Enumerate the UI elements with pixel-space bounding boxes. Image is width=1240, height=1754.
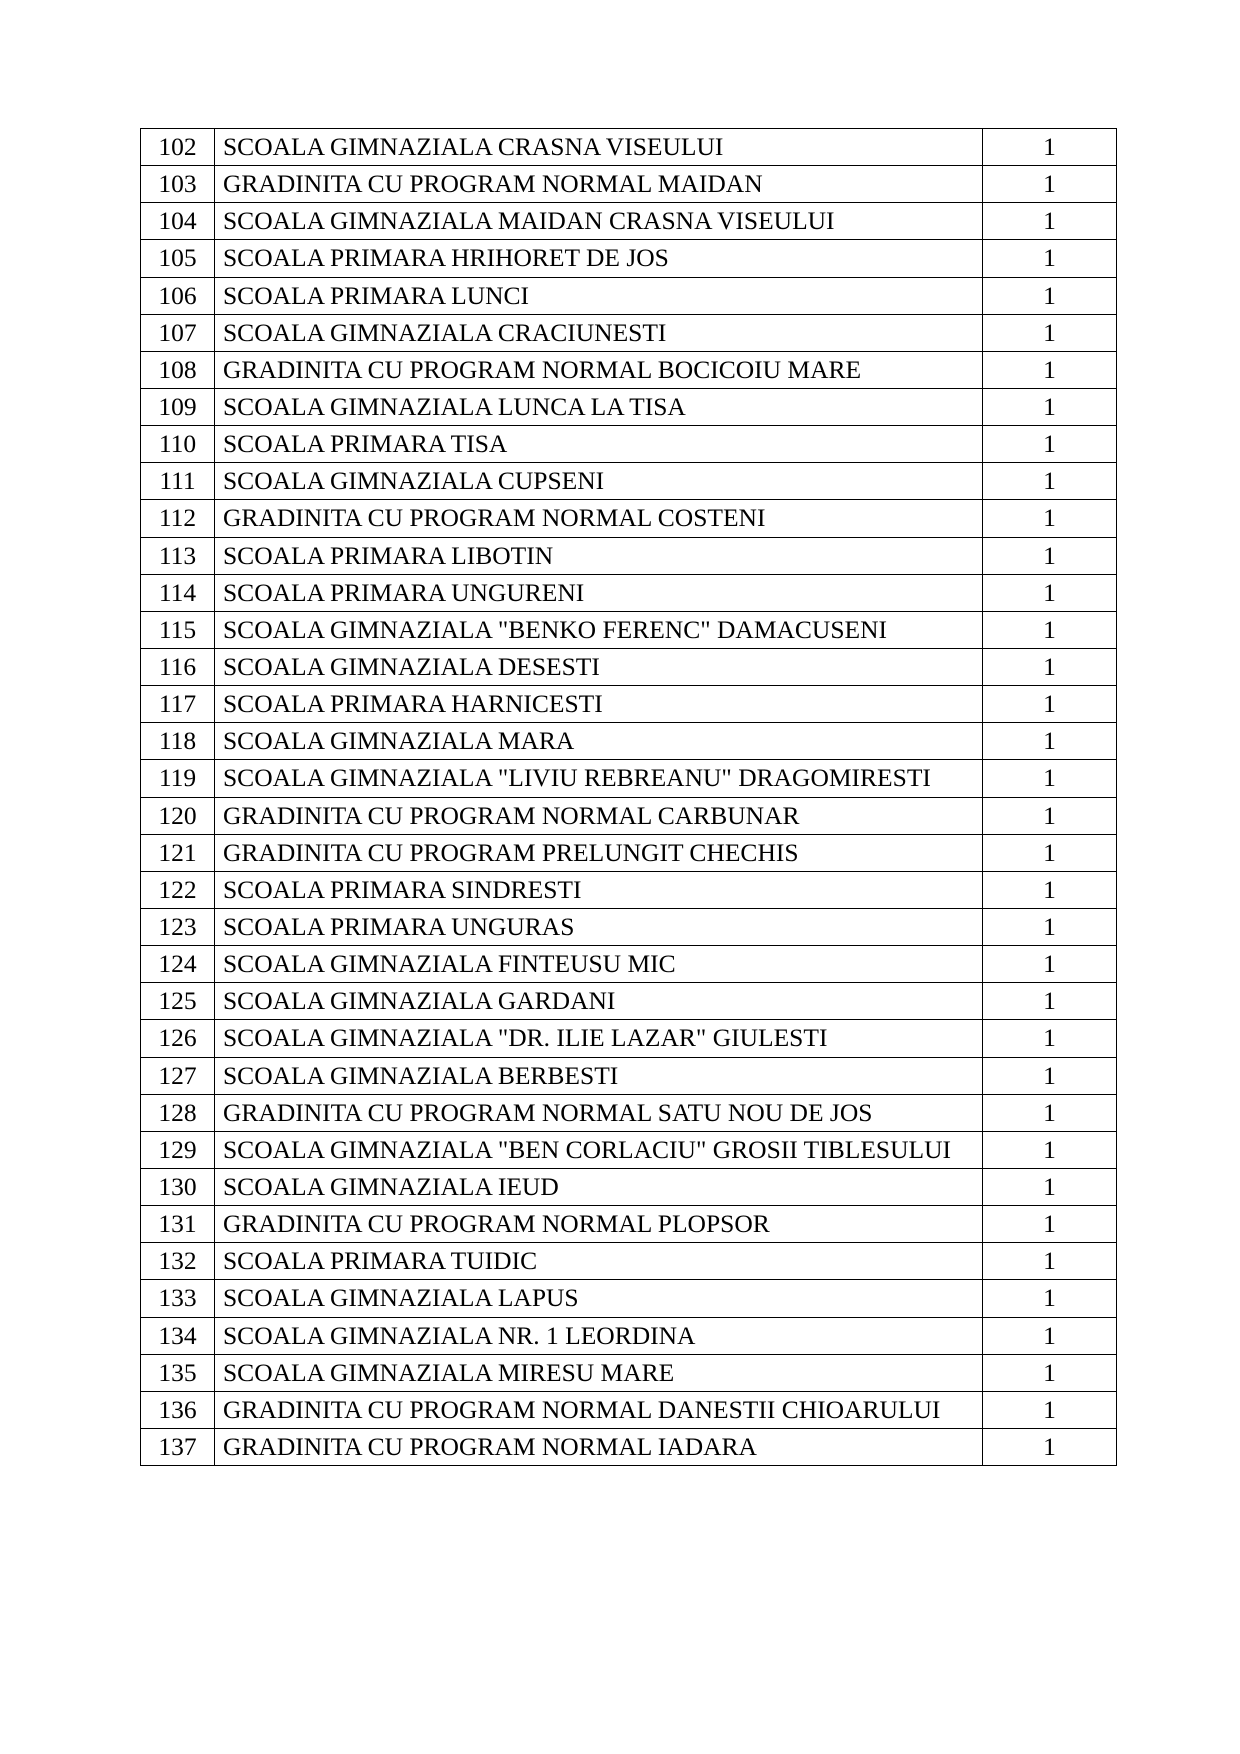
table-row — [141, 500, 1117, 537]
row-number: 135 — [141, 1354, 215, 1391]
table-row — [141, 203, 1117, 240]
table-row — [141, 388, 1117, 425]
row-value: 1 — [983, 834, 1117, 871]
institution-name: SCOALA PRIMARA UNGURAS — [215, 908, 983, 945]
row-number: 122 — [141, 871, 215, 908]
table-row — [141, 1243, 1117, 1280]
row-number: 120 — [141, 797, 215, 834]
table-row — [141, 1168, 1117, 1205]
table-row — [141, 314, 1117, 351]
institutions-table — [140, 128, 1117, 1466]
table-body — [141, 129, 1117, 1466]
institution-name: SCOALA GIMNAZIALA CUPSENI — [215, 463, 983, 500]
row-value: 1 — [983, 1317, 1117, 1354]
table-row — [141, 760, 1117, 797]
row-number: 104 — [141, 203, 215, 240]
institution-name: GRADINITA CU PROGRAM NORMAL PLOPSOR — [215, 1206, 983, 1243]
table-row — [141, 946, 1117, 983]
row-value: 1 — [983, 797, 1117, 834]
row-number: 103 — [141, 166, 215, 203]
institution-name: SCOALA GIMNAZIALA NR. 1 LEORDINA — [215, 1317, 983, 1354]
institution-name: SCOALA PRIMARA TUIDIC — [215, 1243, 983, 1280]
institution-name: SCOALA GIMNAZIALA BERBESTI — [215, 1057, 983, 1094]
table-row — [141, 908, 1117, 945]
row-number: 133 — [141, 1280, 215, 1317]
row-value: 1 — [983, 537, 1117, 574]
table-row — [141, 1354, 1117, 1391]
institution-name: GRADINITA CU PROGRAM NORMAL CARBUNAR — [215, 797, 983, 834]
table-row — [141, 129, 1117, 166]
table-row — [141, 1428, 1117, 1465]
row-number: 130 — [141, 1168, 215, 1205]
row-number: 108 — [141, 351, 215, 388]
row-number: 117 — [141, 686, 215, 723]
table-row — [141, 277, 1117, 314]
table-row — [141, 871, 1117, 908]
institution-name: SCOALA PRIMARA SINDRESTI — [215, 871, 983, 908]
row-number: 115 — [141, 611, 215, 648]
row-value: 1 — [983, 1391, 1117, 1428]
row-number: 107 — [141, 314, 215, 351]
institution-name: SCOALA PRIMARA LUNCI — [215, 277, 983, 314]
row-number: 136 — [141, 1391, 215, 1428]
table-row — [141, 240, 1117, 277]
row-number: 116 — [141, 648, 215, 685]
table-row — [141, 648, 1117, 685]
institution-name: SCOALA PRIMARA TISA — [215, 426, 983, 463]
row-number: 118 — [141, 723, 215, 760]
row-value: 1 — [983, 500, 1117, 537]
table-row — [141, 1317, 1117, 1354]
institution-name: SCOALA GIMNAZIALA DESESTI — [215, 648, 983, 685]
row-value: 1 — [983, 611, 1117, 648]
institution-name: SCOALA GIMNAZIALA MAIDAN CRASNA VISEULUI — [215, 203, 983, 240]
institution-name: GRADINITA CU PROGRAM PRELUNGIT CHECHIS — [215, 834, 983, 871]
row-number: 137 — [141, 1428, 215, 1465]
row-value: 1 — [983, 648, 1117, 685]
table-row — [141, 463, 1117, 500]
table-row — [141, 166, 1117, 203]
row-value: 1 — [983, 426, 1117, 463]
table-row — [141, 686, 1117, 723]
institution-name: SCOALA PRIMARA HRIHORET DE JOS — [215, 240, 983, 277]
institution-name: SCOALA GIMNAZIALA LAPUS — [215, 1280, 983, 1317]
row-value: 1 — [983, 1206, 1117, 1243]
institution-name: GRADINITA CU PROGRAM NORMAL COSTENI — [215, 500, 983, 537]
row-value: 1 — [983, 277, 1117, 314]
table-row — [141, 983, 1117, 1020]
institution-name: SCOALA GIMNAZIALA "BENKO FERENC" DAMACUSENI — [215, 611, 983, 648]
row-number: 131 — [141, 1206, 215, 1243]
row-number: 119 — [141, 760, 215, 797]
table-row — [141, 1391, 1117, 1428]
row-value: 1 — [983, 871, 1117, 908]
institution-name: SCOALA GIMNAZIALA MARA — [215, 723, 983, 760]
institution-name: SCOALA GIMNAZIALA IEUD — [215, 1168, 983, 1205]
row-value: 1 — [983, 686, 1117, 723]
row-number: 114 — [141, 574, 215, 611]
institution-name: SCOALA PRIMARA HARNICESTI — [215, 686, 983, 723]
row-number: 106 — [141, 277, 215, 314]
row-number: 121 — [141, 834, 215, 871]
table-row — [141, 1020, 1117, 1057]
institution-name: SCOALA GIMNAZIALA MIRESU MARE — [215, 1354, 983, 1391]
row-number: 102 — [141, 129, 215, 166]
table-row — [141, 426, 1117, 463]
row-number: 105 — [141, 240, 215, 277]
row-number: 128 — [141, 1094, 215, 1131]
row-number: 134 — [141, 1317, 215, 1354]
row-value: 1 — [983, 203, 1117, 240]
institution-name: SCOALA GIMNAZIALA CRACIUNESTI — [215, 314, 983, 351]
institution-name: SCOALA GIMNAZIALA GARDANI — [215, 983, 983, 1020]
row-value: 1 — [983, 351, 1117, 388]
row-number: 113 — [141, 537, 215, 574]
table-row — [141, 834, 1117, 871]
table-row — [141, 797, 1117, 834]
row-number: 123 — [141, 908, 215, 945]
row-value: 1 — [983, 908, 1117, 945]
row-number: 126 — [141, 1020, 215, 1057]
table-row — [141, 723, 1117, 760]
institution-name: SCOALA GIMNAZIALA "LIVIU REBREANU" DRAGOMIRESTI — [215, 760, 983, 797]
institution-name: GRADINITA CU PROGRAM NORMAL DANESTII CHIOARULUI — [215, 1391, 983, 1428]
table-row — [141, 537, 1117, 574]
row-number: 109 — [141, 388, 215, 425]
institution-name: SCOALA GIMNAZIALA CRASNA VISEULUI — [215, 129, 983, 166]
institution-name: GRADINITA CU PROGRAM NORMAL MAIDAN — [215, 166, 983, 203]
row-number: 127 — [141, 1057, 215, 1094]
row-value: 1 — [983, 240, 1117, 277]
institution-name: GRADINITA CU PROGRAM NORMAL IADARA — [215, 1428, 983, 1465]
institution-name: SCOALA PRIMARA LIBOTIN — [215, 537, 983, 574]
institution-name: GRADINITA CU PROGRAM NORMAL SATU NOU DE JOS — [215, 1094, 983, 1131]
table-row — [141, 1131, 1117, 1168]
row-value: 1 — [983, 760, 1117, 797]
row-value: 1 — [983, 1094, 1117, 1131]
row-value: 1 — [983, 1280, 1117, 1317]
row-value: 1 — [983, 1168, 1117, 1205]
table-row — [141, 1057, 1117, 1094]
row-value: 1 — [983, 723, 1117, 760]
row-value: 1 — [983, 574, 1117, 611]
table-row — [141, 611, 1117, 648]
table-row — [141, 351, 1117, 388]
row-value: 1 — [983, 166, 1117, 203]
table-row — [141, 1280, 1117, 1317]
row-value: 1 — [983, 388, 1117, 425]
row-value: 1 — [983, 946, 1117, 983]
row-value: 1 — [983, 1428, 1117, 1465]
row-value: 1 — [983, 1354, 1117, 1391]
institution-name: SCOALA GIMNAZIALA LUNCA LA TISA — [215, 388, 983, 425]
row-value: 1 — [983, 129, 1117, 166]
row-number: 129 — [141, 1131, 215, 1168]
row-number: 110 — [141, 426, 215, 463]
row-value: 1 — [983, 1243, 1117, 1280]
row-number: 125 — [141, 983, 215, 1020]
row-value: 1 — [983, 1057, 1117, 1094]
row-number: 132 — [141, 1243, 215, 1280]
row-value: 1 — [983, 314, 1117, 351]
row-number: 112 — [141, 500, 215, 537]
institution-name: SCOALA GIMNAZIALA "BEN CORLACIU" GROSII TIBLESULUI — [215, 1131, 983, 1168]
row-value: 1 — [983, 1131, 1117, 1168]
institution-name: SCOALA GIMNAZIALA "DR. ILIE LAZAR" GIULESTI — [215, 1020, 983, 1057]
institution-name: SCOALA PRIMARA UNGURENI — [215, 574, 983, 611]
table-row — [141, 1094, 1117, 1131]
row-value: 1 — [983, 463, 1117, 500]
institution-name: SCOALA GIMNAZIALA FINTEUSU MIC — [215, 946, 983, 983]
row-number: 111 — [141, 463, 215, 500]
row-value: 1 — [983, 1020, 1117, 1057]
row-value: 1 — [983, 983, 1117, 1020]
institution-name: GRADINITA CU PROGRAM NORMAL BOCICOIU MARE — [215, 351, 983, 388]
table-row — [141, 1206, 1117, 1243]
table-row — [141, 574, 1117, 611]
row-number: 124 — [141, 946, 215, 983]
